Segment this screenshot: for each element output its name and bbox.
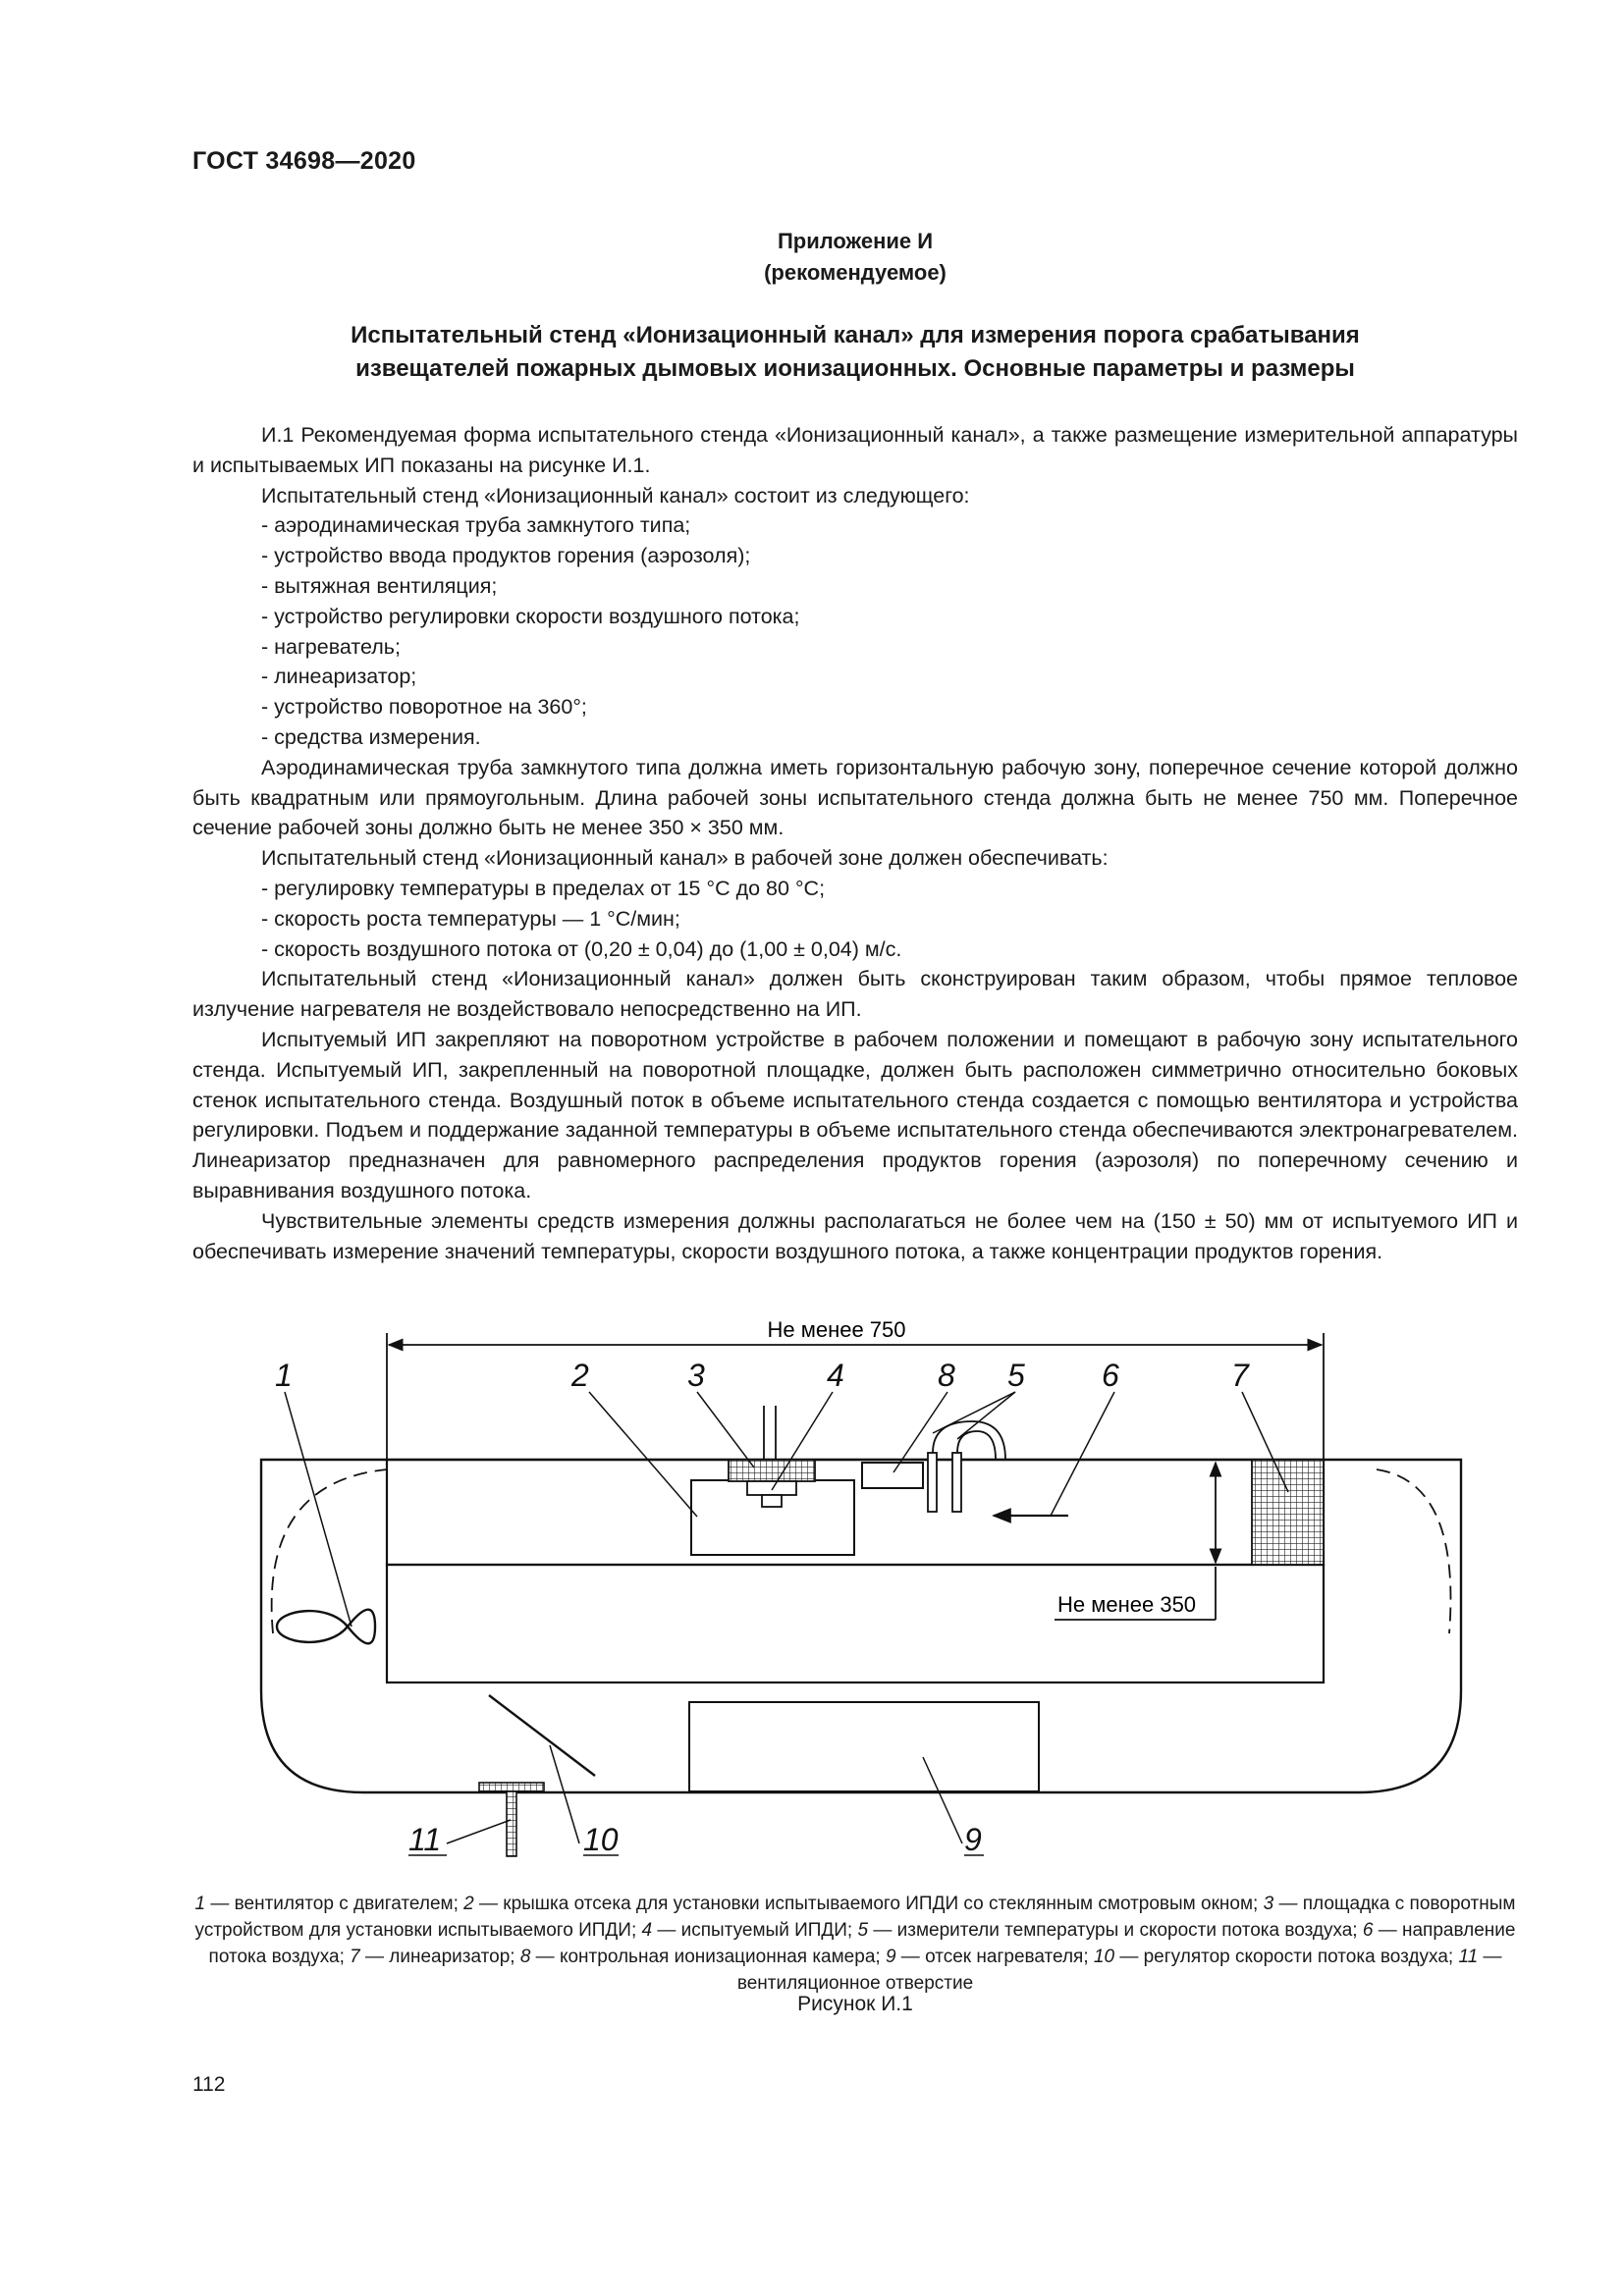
paragraph-5: Испытательный стенд «Ионизационный канал» должен быть сконструирован таким образом, чтобы прямое тепловое излучение нагревателя не воздействовало непосредственно на ИП. [192, 967, 1518, 1022]
legend-text: — направление потока воздуха; [208, 1920, 1516, 1967]
paragraph-3: Аэродинамическая труба замкнутого типа должна иметь горизонтальную рабочую зону, поперечное сечение которой должно быть квадратным или прямоугольным. Длина рабочей зоны испытательного стенда должна быть не менее 750 мм. Поперечное сечение рабочей зоны должно быть не менее 350 × 350 мм. [192, 755, 1518, 840]
legend-text: — регулятор скорости потока воздуха; [1114, 1947, 1459, 1967]
label-3: 3 [687, 1358, 705, 1393]
test-stand-diagram [245, 1306, 1483, 1875]
label-6: 6 [1102, 1358, 1119, 1393]
legend-number: 5 [857, 1920, 869, 1941]
paragraph-2: Испытательный стенд «Ионизационный канал» состоит из следующего: [261, 483, 970, 507]
flow-curve-right [1377, 1469, 1450, 1633]
legend-number: 11 [1458, 1947, 1479, 1967]
legend-text: — вентилятор с двигателем; [205, 1894, 464, 1914]
vent-hole-pipe [507, 1791, 516, 1856]
meter-probe [952, 1453, 961, 1512]
legend-number: 2 [463, 1894, 474, 1914]
legend-text: — отсек нагревателя; [895, 1947, 1094, 1967]
legend-number: 3 [1263, 1894, 1274, 1914]
fan-icon [277, 1610, 375, 1644]
legend-number: 6 [1362, 1920, 1374, 1941]
list-item: - линеаризатор; [261, 665, 417, 689]
legend-text: — испытуемый ИПДИ; [652, 1920, 858, 1941]
legend-number: 7 [350, 1947, 360, 1967]
return-channel [387, 1565, 1324, 1682]
label-8: 8 [938, 1358, 955, 1393]
vent-hole-cap [479, 1783, 544, 1791]
rotating-platform [729, 1460, 815, 1481]
list-item: - вытяжная вентиляция; [261, 573, 498, 598]
list-item: - аэродинамическая труба замкнутого типа; [261, 513, 691, 538]
label-10: 10 [583, 1822, 619, 1857]
label-7: 7 [1231, 1358, 1249, 1393]
appendix-title [192, 319, 1518, 386]
label-9: 9 [964, 1822, 982, 1857]
legend-number: 4 [641, 1920, 653, 1941]
label-4: 4 [827, 1358, 844, 1393]
linearizer [1252, 1460, 1324, 1565]
dimension-length-label: Не менее 750 [767, 1317, 906, 1342]
title-line-1: Испытательный стенд «Ионизационный канал» для измерения порога срабатывания [351, 322, 1360, 348]
legend-text: — площадка с поворотным устройством для установки испытываемого ИПДИ; [194, 1894, 1516, 1941]
paragraph-1: И.1 Рекомендуемая форма испытательного стенда «Ионизационный канал», а также размещение измерительной аппаратуры и испытываемых ИП показаны на рисунке И.1. [192, 423, 1518, 477]
list-item: - устройство регулировки скорости воздушного потока; [261, 604, 800, 628]
legend-number: 1 [194, 1894, 206, 1914]
legend-text: — вентиляционное отверстие [736, 1947, 1502, 1994]
list-item: - устройство поворотное на 360°; [261, 695, 587, 720]
airflow-regulator [489, 1695, 595, 1776]
meter-cable [957, 1431, 996, 1460]
legend-number: 8 [519, 1947, 531, 1967]
list-item: - скорость воздушного потока от (0,20 ± 0,04) до (1,00 ± 0,04) м/с. [261, 936, 902, 961]
label-5: 5 [1007, 1358, 1025, 1393]
heater-compartment [689, 1702, 1039, 1791]
list-item: - регулировку температуры в пределах от 15 °С до 80 °С; [261, 876, 826, 900]
figure-legend [192, 1891, 1518, 1997]
tested-detector [747, 1481, 796, 1495]
standard-header: ГОСТ 34698—2020 [192, 147, 416, 175]
dimension-height [1055, 1463, 1216, 1620]
label-2: 2 [571, 1358, 589, 1393]
list-item: - нагреватель; [261, 634, 401, 659]
body-text [192, 420, 1518, 1266]
page-number: 112 [192, 2073, 226, 2096]
paragraph-4: Испытательный стенд «Ионизационный канал» в рабочей зоне должен обеспечивать: [261, 846, 1109, 871]
meter-probe [928, 1453, 937, 1512]
dimension-height-label: Не менее 350 [1057, 1592, 1197, 1617]
legend-text: — измерители температуры и скорости потока воздуха; [868, 1920, 1363, 1941]
paragraph-7: Чувствительные элементы средств измерения должны располагаться не более чем на (150 ± 50) мм от испытуемого ИП и обеспечивать измерение значений температуры, скорости воздушного потока, а также концентрации продуктов горения. [192, 1208, 1518, 1263]
appendix-label: Приложение И [777, 229, 934, 253]
list-item: - устройство ввода продуктов горения (аэрозоля); [261, 544, 751, 568]
appendix-type: (рекомендуемое) [764, 260, 947, 285]
list-item: - средства измерения. [261, 724, 481, 749]
legend-number: 9 [885, 1947, 896, 1967]
list-item: - скорость роста температуры — 1 °С/мин; [261, 906, 680, 931]
title-line-2: извещателей пожарных дымовых ионизационных. Основные параметры и размеры [355, 355, 1355, 382]
label-1: 1 [275, 1358, 293, 1393]
legend-text: — контрольная ионизационная камера; [530, 1947, 886, 1967]
legend-number: 10 [1093, 1947, 1115, 1967]
label-11: 11 [408, 1822, 442, 1857]
dimension-length [387, 1317, 1324, 1463]
paragraph-6: Испытуемый ИП закрепляют на поворотном устройстве в рабочем положении и помещают в рабочую зону испытательного стенда. Испытуемый ИП, закрепленный на поворотной площадке, должен быть расположен симметрично относительно боковых стенок испытательного стенда. Воздушный поток в объеме испытательного стенда создается с помощью вентилятора и устройства регулировки. Подъем и поддержание заданной температуры в объеме испытательного стенда обеспечиваются электронагревателем. Линеаризатор предназначен для равномерного распределения продуктов горения (аэрозоля) по поперечному сечению и выравнивания воздушного потока. [192, 1027, 1518, 1202]
control-ionization-chamber [862, 1463, 923, 1488]
figure-title: Рисунок И.1 [797, 1993, 913, 2015]
legend-text: — крышка отсека для установки испытываемого ИПДИ со стеклянным смотровым окном; [473, 1894, 1264, 1914]
legend-text: — линеаризатор; [359, 1947, 520, 1967]
detector-mount [762, 1495, 782, 1507]
